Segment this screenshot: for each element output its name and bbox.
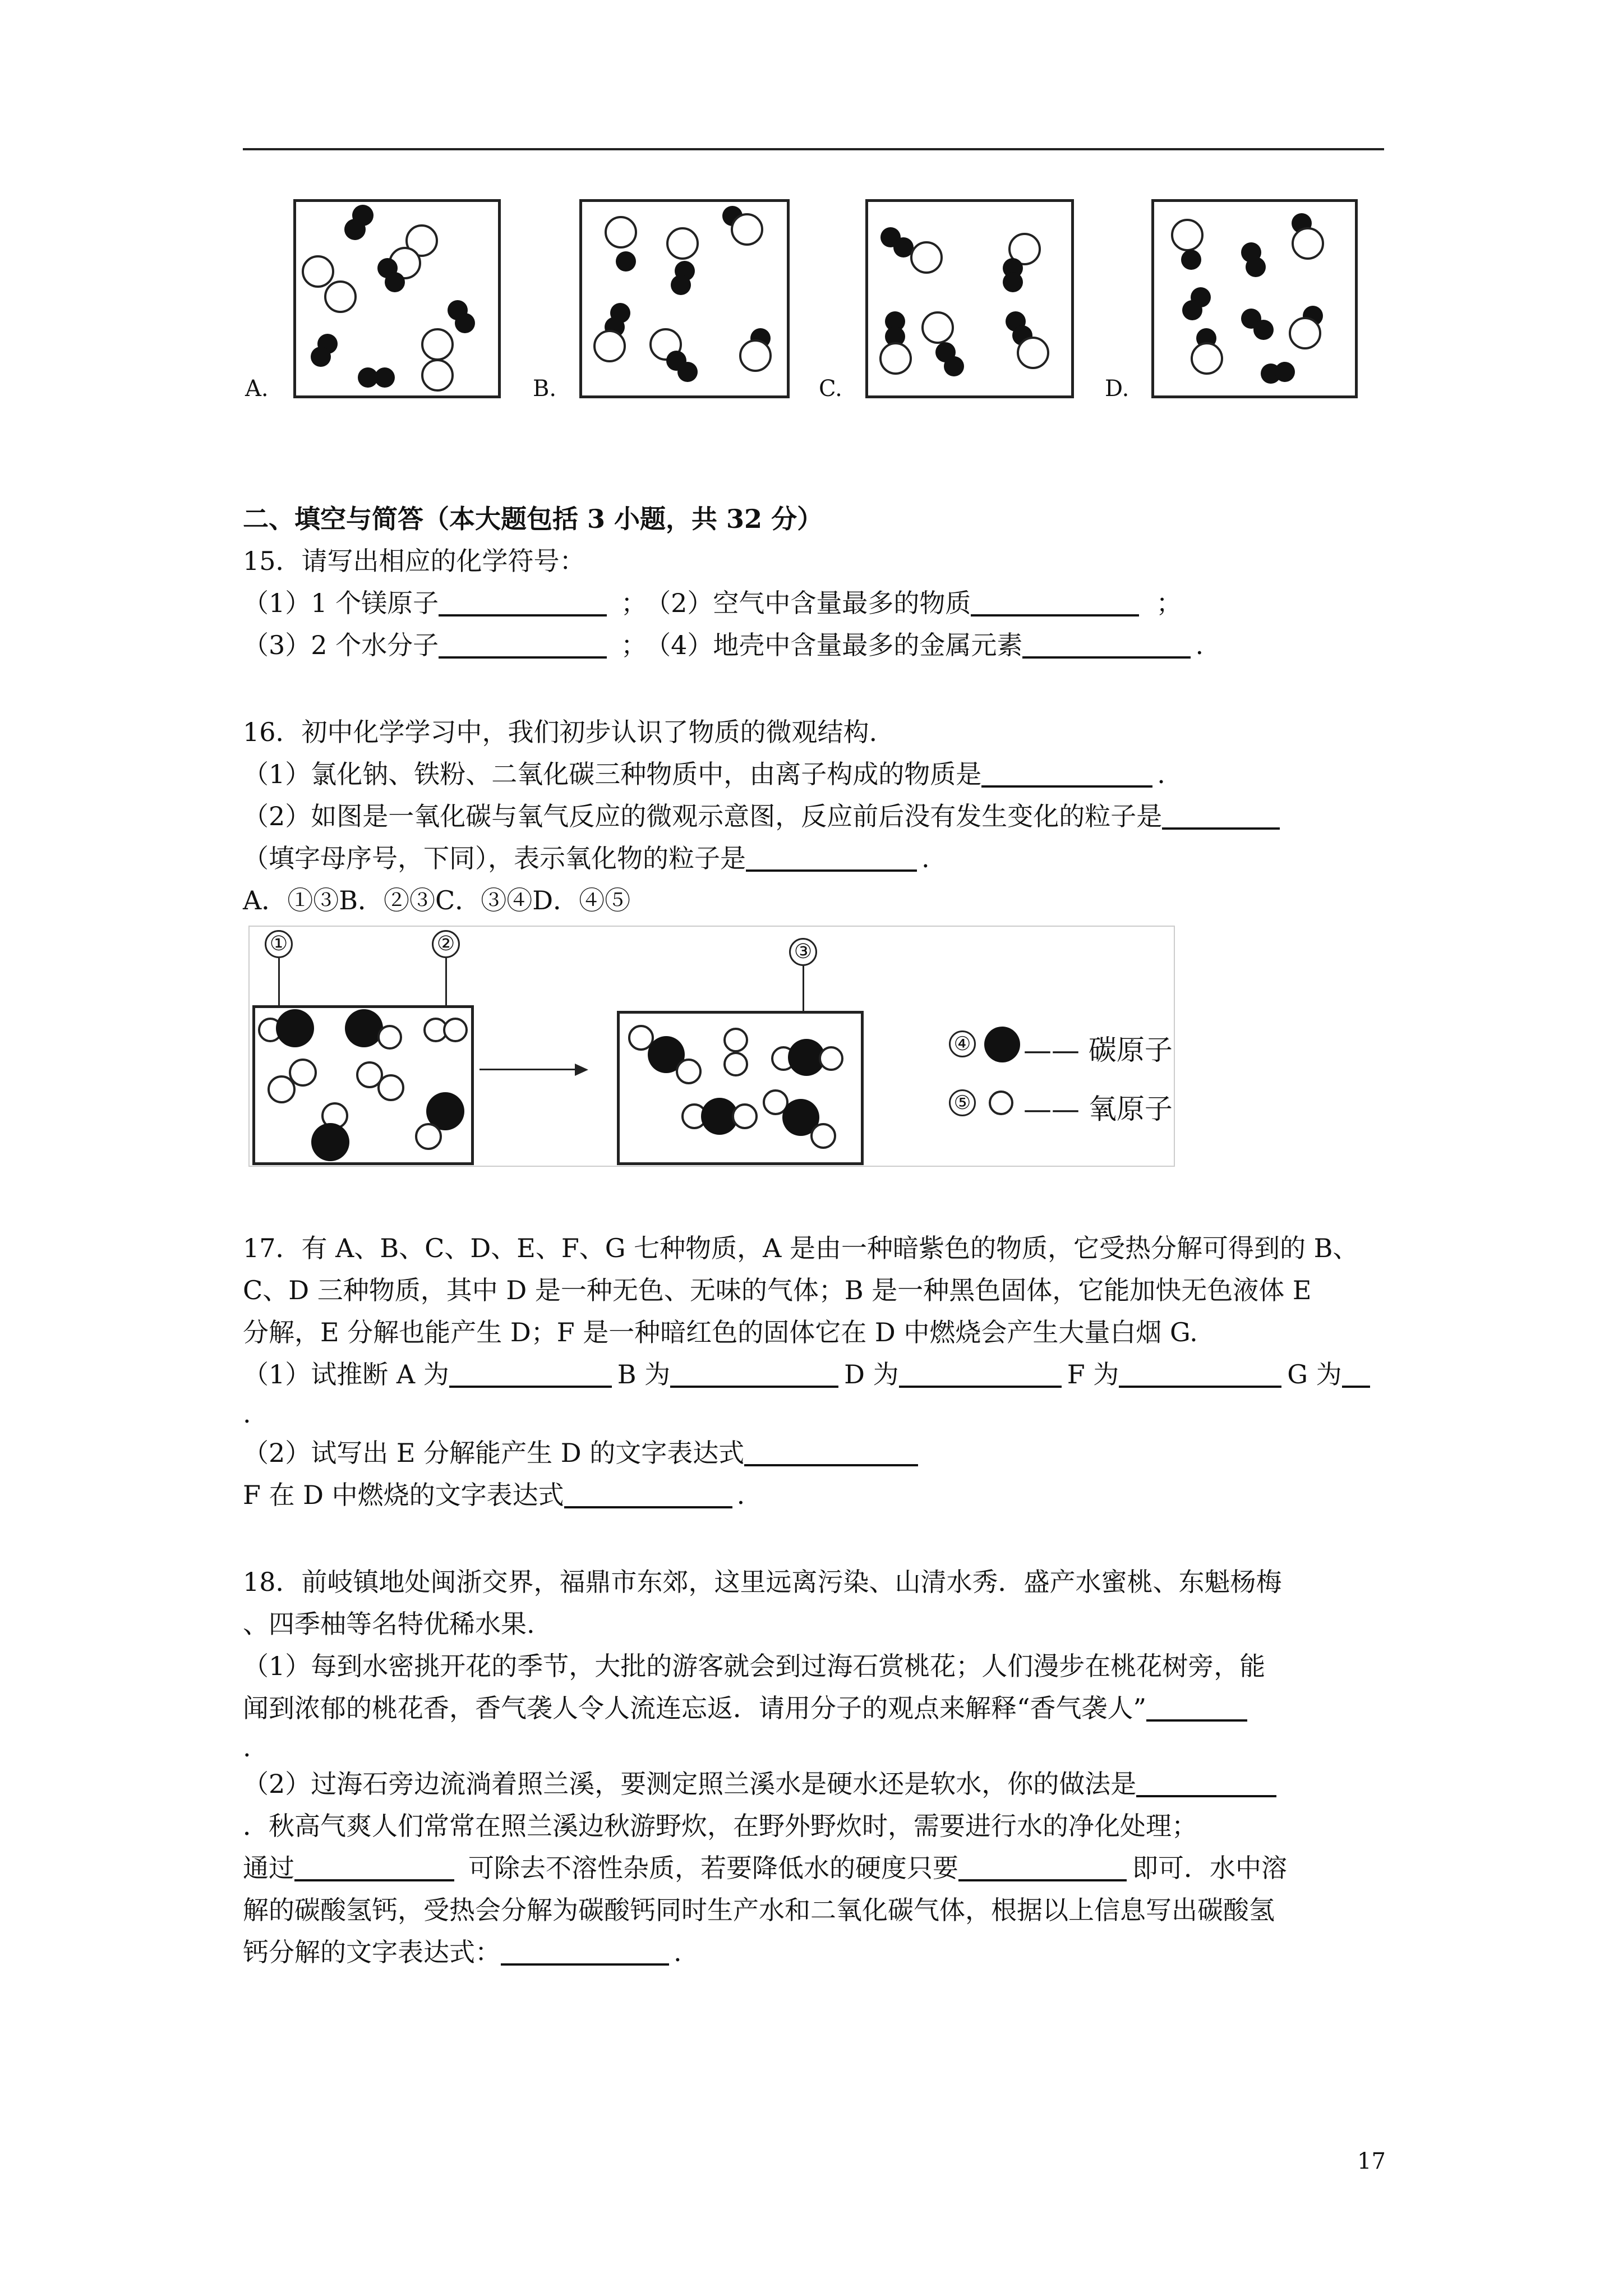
answer-blank[interactable]: [744, 1437, 918, 1466]
answer-blank[interactable]: [1119, 1359, 1281, 1388]
q18-line10: 钙分解的文字表达式： .: [243, 1937, 682, 1967]
answer-blank[interactable]: [1136, 1768, 1276, 1797]
answer-blank[interactable]: [981, 758, 1152, 788]
header-rule: [243, 148, 1384, 150]
option-a-diagram: [293, 199, 501, 398]
q17-line2: C、D 三种物质，其中 D 是一种无色、无味的气体；B 是一种黑色固体，它能加快无色液体 E: [243, 1275, 1312, 1305]
q16-options: A．①③B．②③C．③④D．④⑤: [243, 885, 631, 915]
q16-part1: （1）氯化钠、铁粉、二氧化碳三种物质中，由离子构成的物质是 .: [243, 759, 1165, 789]
q17-part1-end: .: [243, 1398, 251, 1429]
page-number: 17: [1357, 2148, 1386, 2174]
q18-line2: 、四季柚等名特优稀水果.: [243, 1609, 535, 1639]
q18-line1: 18．前岐镇地处闽浙交界，福鼎市东郊，这里远离污染、山清水秀．盛产水蜜桃、东魁杨梅: [243, 1567, 1282, 1597]
q17-line1: 17．有 A、B、C、D、E、F、G 七种物质，A 是由一种暗紫色的物质，它受热分解可得到的 B、: [243, 1233, 1359, 1263]
answer-blank[interactable]: [1342, 1359, 1370, 1388]
q17-part3: F 在 D 中燃烧的文字表达式 .: [243, 1480, 745, 1510]
label-1: ①: [265, 930, 293, 958]
answer-blank[interactable]: [501, 1936, 669, 1966]
q18-line5: .: [243, 1732, 251, 1763]
reaction-diagram: [248, 926, 1175, 1167]
q16-part2b: （填字母序号，下同），表示氧化物的粒子是 .: [243, 843, 930, 873]
answer-blank[interactable]: [971, 587, 1139, 616]
label-3: ③: [789, 938, 817, 966]
answer-blank[interactable]: [1146, 1692, 1247, 1722]
q17-part2: （2）试写出 E 分解能产生 D 的文字表达式: [243, 1436, 918, 1470]
option-c-label: C.: [819, 376, 842, 402]
label-5: ⑤: [949, 1089, 976, 1116]
answer-blank[interactable]: [1022, 629, 1191, 659]
q15-part2: （2）空气中含量最多的物质: [658, 588, 971, 618]
label-2: ②: [432, 930, 460, 958]
answer-blank[interactable]: [439, 587, 607, 616]
q15-stem: 15．请写出相应的化学符号：: [243, 546, 585, 576]
q16-stem: 16．初中化学学习中，我们初步认识了物质的微观结构.: [243, 717, 878, 747]
legend-carbon: —— 碳原子: [1023, 1034, 1173, 1066]
q18-line6: （2）过海石旁边流淌着照兰溪，要测定照兰溪水是硬水还是软水，你的做法是: [243, 1767, 1276, 1801]
answer-blank[interactable]: [899, 1359, 1062, 1388]
answer-blank[interactable]: [449, 1359, 612, 1388]
answer-blank[interactable]: [294, 1852, 454, 1881]
option-b-label: B.: [533, 376, 557, 402]
option-a-label: A.: [245, 376, 269, 402]
q15-line2: （3）2 个水分子 ； （4）地壳中含量最多的金属元素 .: [243, 630, 1204, 660]
reaction-arrow: [479, 1069, 578, 1070]
legend-oxygen: —— 氧原子: [1023, 1093, 1173, 1125]
after-reaction-box: [617, 1011, 864, 1165]
q17-line3: 分解，E 分解也能产生 D；F 是一种暗红色的固体它在 D 中燃烧会产生大量白烟 G.: [243, 1317, 1198, 1347]
label-4: ④: [949, 1030, 976, 1057]
q16-part2: （2）如图是一氧化碳与氧气反应的微观示意图，反应前后没有发生变化的粒子是: [243, 799, 1280, 833]
option-c-diagram: [865, 199, 1074, 398]
answer-blank[interactable]: [439, 629, 607, 659]
answer-blank[interactable]: [670, 1359, 838, 1388]
q18-line8: 通过 可除去不溶性杂质，若要降低水的硬度只要 即可．水中溶: [243, 1853, 1287, 1883]
q17-part1: （1）试推断 A 为 B 为 D 为 F 为 G 为: [243, 1358, 1370, 1391]
q18-line7: ．秋高气爽人们常常在照兰溪边秋游野炊，在野外野炊时，需要进行水的净化处理；: [243, 1811, 1197, 1841]
q18-line4: 闻到浓郁的桃花香，香气袭人令人流连忘返．请用分子的观点来解释“香气袭人”: [243, 1691, 1247, 1725]
q15-part3: （3）2 个水分子: [243, 630, 439, 660]
q15-part1: （1）1 个镁原子: [243, 588, 439, 618]
answer-blank[interactable]: [958, 1852, 1127, 1881]
q15-line1: （1）1 个镁原子 ； （2）空气中含量最多的物质 ；: [243, 588, 1182, 618]
before-reaction-box: [252, 1005, 474, 1165]
q18-line9: 解的碳酸氢钙，受热会分解为碳酸钙同时生产水和二氧化碳气体，根据以上信息写出碳酸氢: [243, 1895, 1275, 1925]
answer-blank[interactable]: [564, 1479, 732, 1508]
option-d-diagram: [1151, 199, 1358, 398]
q15-part4: （4）地壳中含量最多的金属元素: [658, 630, 1023, 660]
answer-blank[interactable]: [1162, 800, 1280, 830]
carbon-atom-icon: [984, 1027, 1020, 1062]
section-title: 二、填空与简答（本大题包括 3 小题，共 32 分）: [243, 504, 823, 534]
option-b-diagram: [579, 199, 790, 398]
answer-blank[interactable]: [746, 843, 917, 872]
oxygen-atom-icon: [989, 1091, 1013, 1115]
q18-line3: （1）每到水密挑开花的季节，大批的游客就会到过海石赏桃花；人们漫步在桃花树旁，能: [243, 1651, 1266, 1681]
option-d-label: D.: [1105, 376, 1129, 402]
